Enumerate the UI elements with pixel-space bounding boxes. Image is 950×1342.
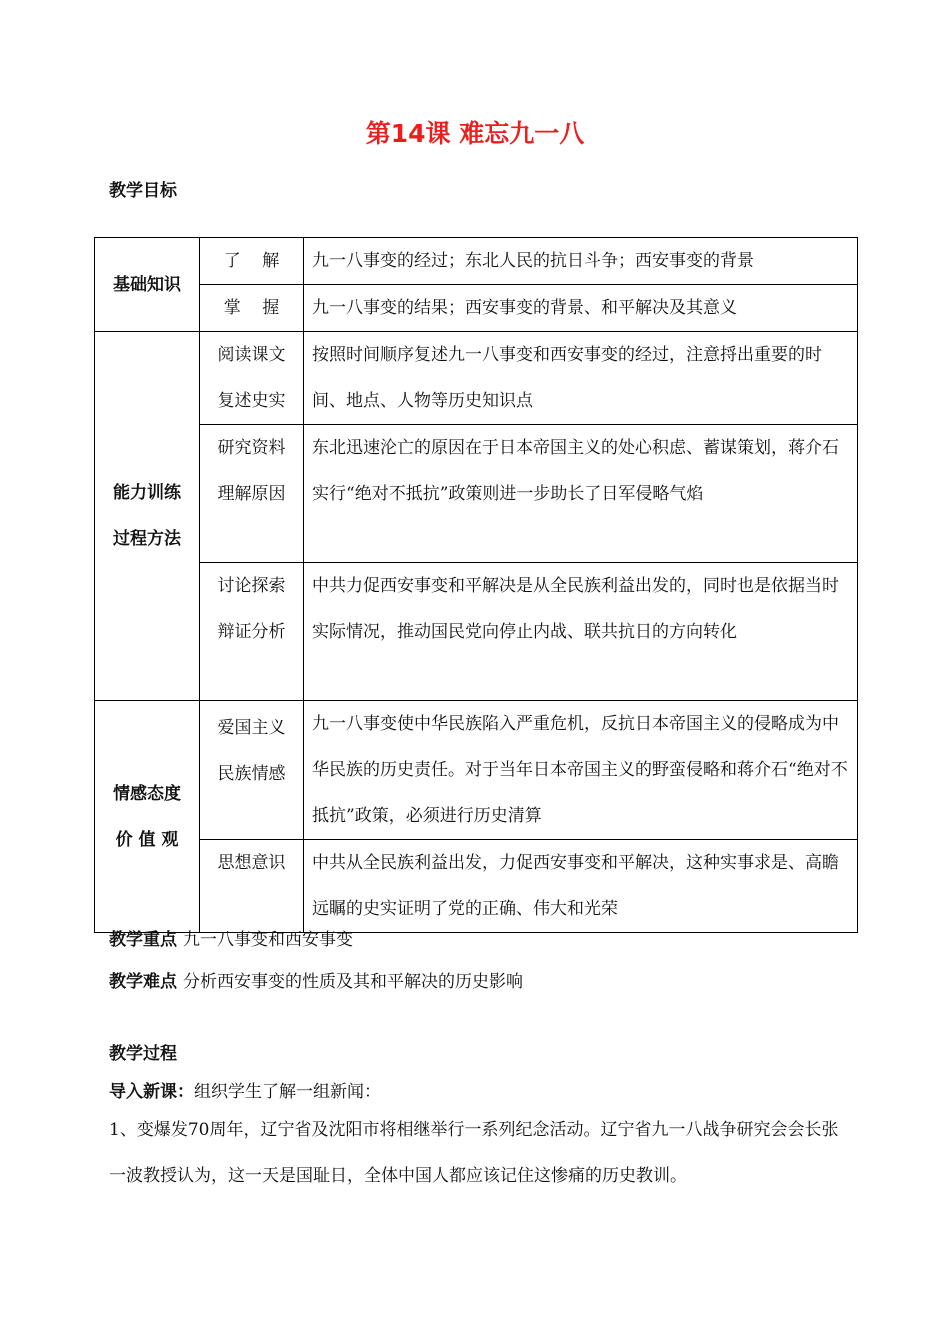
category-label: 能力训练: [113, 483, 181, 503]
category-cell: [95, 238, 200, 332]
item-cell: [200, 563, 304, 701]
item-cell: [200, 701, 304, 840]
intro-line: [109, 1077, 381, 1102]
content-cell: 中共从全民族利益出发，力促西安事变和平解决，这种实事求是、高瞻远瞩的史实证明了党的正确、伟大和光荣: [304, 840, 858, 933]
content-cell: 中共力促西安事变和平解决是从全民族利益出发的，同时也是依据当时实际情况，推动国民党向停止内战、联共抗日的方向转化: [304, 563, 858, 701]
objectives-table: [94, 237, 858, 933]
key-point-line: [109, 925, 353, 950]
table-row: [95, 701, 858, 840]
item-cell: [200, 332, 304, 425]
difficulty-line: [109, 967, 523, 992]
item-line: 爱国主义: [217, 718, 286, 738]
content-cell: 东北迅速沦亡的原因在于日本帝国主义的处心积虑、蓄谋策划，蒋介石实行“绝对不抵抗”政策则进一步助长了日军侵略气焰: [304, 425, 858, 563]
news-paragraph: 1、变爆发70周年，辽宁省及沈阳市将相继举行一系列纪念活动。辽宁省九一八战争研究会会长张一波教授认为，这一天是国耻日，全体中国人都应该记住这惨痛的历史教训。: [109, 1120, 839, 1186]
item-cell: 了 解: [200, 238, 304, 285]
table-row: [95, 332, 858, 425]
page-title: 第14课 难忘九一八: [365, 119, 585, 148]
item-line: 辩证分析: [217, 622, 286, 642]
content-cell: 九一八事变使中华民族陷入严重危机，反抗日本帝国主义的侵略成为中华民族的历史责任。对于当年日本帝国主义的野蛮侵略和蒋介石“绝对不抵抗”政策，必须进行历史清算: [304, 701, 858, 840]
item-line: 阅读课文: [217, 345, 286, 365]
category-label: 情感态度: [113, 783, 181, 804]
content-cell: 九一八事变的经过；东北人民的抗日斗争；西安事变的背景: [304, 238, 858, 285]
intro-label: 导入新课：: [109, 1082, 194, 1102]
objectives-heading: 教学目标: [109, 181, 177, 201]
item-line: 复述史实: [217, 391, 286, 411]
item-line: 民族情感: [217, 764, 286, 784]
table-row: [95, 840, 858, 933]
difficulty-text: 分析西安事变的性质及其和平解决的历史影响: [183, 972, 523, 992]
table-row: [95, 563, 858, 701]
intro-text: 组织学生了解一组新闻：: [194, 1082, 381, 1102]
table-row: [95, 425, 858, 563]
content-cell: 九一八事变的结果；西安事变的背景、和平解决及其意义: [304, 285, 858, 332]
table-row: [95, 238, 858, 285]
category-label: 价 值 观: [115, 829, 179, 850]
item-cell: 掌 握: [200, 285, 304, 332]
content-cell: 按照时间顺序复述九一八事变和西安事变的经过，注意捋出重要的时间、地点、人物等历史知识点: [304, 332, 858, 425]
item-cell: [200, 425, 304, 563]
table-row: [95, 285, 858, 332]
category-cell: [95, 332, 200, 701]
key-point-label: 教学重点: [109, 930, 177, 950]
difficulty-label: 教学难点: [109, 972, 177, 992]
category-label: 基础知识: [113, 274, 181, 295]
category-label: 过程方法: [113, 529, 181, 549]
key-point-text: 九一八事变和西安事变: [183, 930, 353, 950]
category-cell: [95, 701, 200, 933]
item-cell: 思想意识: [200, 840, 304, 933]
item-line: 研究资料: [217, 438, 286, 458]
item-line: 理解原因: [217, 484, 286, 504]
item-line: 讨论探索: [217, 576, 286, 596]
process-heading: 教学过程: [109, 1044, 177, 1064]
